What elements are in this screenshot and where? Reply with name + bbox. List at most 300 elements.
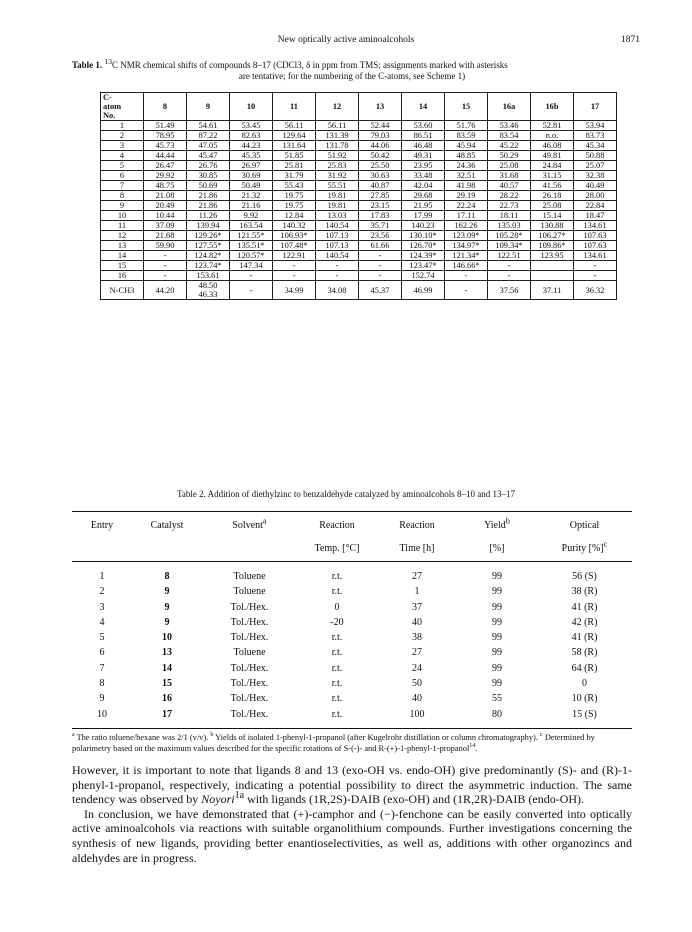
yield-cell: 99	[492, 571, 502, 582]
catalyst-cell: 13	[162, 647, 172, 659]
table-row	[101, 261, 617, 271]
shift-cell: 123.09*	[445, 231, 488, 241]
footnote-b-mark: b	[210, 732, 214, 739]
compound-column-header: 8	[144, 93, 187, 121]
table-row	[101, 201, 617, 211]
temp-cell: r.t.	[331, 662, 343, 674]
table-row	[72, 571, 632, 586]
entry-cell: 1	[99, 571, 105, 582]
table1-caption-isotope: 13	[104, 57, 112, 66]
shift-cell: 28.22	[488, 191, 531, 201]
shift-cell: 20.49	[144, 201, 187, 211]
time-cell: 100	[409, 708, 425, 720]
shift-cell: 131.64	[273, 141, 316, 151]
shift-cell: 87.22	[187, 131, 230, 141]
table-row	[101, 281, 617, 300]
yield-cell: 99	[492, 632, 502, 644]
nmr-shifts-table	[100, 92, 617, 300]
table-row	[101, 271, 617, 281]
shift-cell: 34.99	[273, 281, 316, 300]
col-header-yield-unit: [%]	[489, 543, 505, 554]
shift-cell: 49.31	[402, 151, 445, 161]
solvent-cell: Toluene	[233, 647, 266, 659]
solvent-cell: Toluene	[233, 586, 266, 598]
shift-cell: 32.38	[574, 171, 617, 181]
table-row	[101, 141, 617, 151]
paragraph-text: with ligands (1R,2S)-DAIB (exo-OH) and (1R,2R)-DAIB (endo-OH).	[244, 792, 585, 807]
body-text	[72, 763, 632, 865]
time-cell: 50	[412, 678, 422, 690]
col-header-time-unit: Time [h]	[399, 543, 435, 554]
carbon-atom-label: 11	[101, 221, 144, 231]
shift-cell: 49.81	[531, 151, 574, 161]
solvent-cell: Tol./Hex.	[230, 601, 269, 613]
shift-cell: 123.95	[531, 251, 574, 261]
shift-cell: -	[574, 271, 617, 281]
table-row	[101, 121, 617, 131]
purity-cell: 0	[582, 678, 587, 690]
shift-cell: 46.99	[402, 281, 445, 300]
entry-cell: 8	[99, 678, 105, 690]
shift-cell: 31.92	[316, 171, 359, 181]
footnote-a-text: The ratio toluene/hexane was 2/1 (v/v).	[74, 732, 211, 742]
catalyst-cell: 15	[162, 678, 172, 690]
shift-cell: 50.69	[187, 181, 230, 191]
footnote-mark-b: b	[505, 516, 510, 526]
yield-cell: 55	[492, 693, 502, 705]
time-cell: 27	[412, 571, 422, 582]
compound-column-header: 9	[187, 93, 230, 121]
solvent-cell: Tol./Hex.	[230, 616, 269, 628]
table1-caption-line2: are tentative; for the numbering of the C-atoms, see Scheme 1)	[238, 71, 466, 81]
shift-cell: -	[316, 271, 359, 281]
shift-cell: -	[488, 261, 531, 271]
temp-cell: r.t.	[331, 632, 343, 644]
table-row	[72, 709, 632, 724]
corner-header	[101, 93, 144, 121]
temp-cell: r.t.	[331, 647, 343, 659]
compound-column-header: 10	[230, 93, 273, 121]
shift-cell: 22.73	[488, 201, 531, 211]
catalyst-cell: 9	[164, 601, 170, 613]
shift-cell: 40.57	[488, 181, 531, 191]
table2-header-row2	[72, 539, 632, 561]
shift-cell: 46.48	[402, 141, 445, 151]
shift-cell: 29.19	[445, 191, 488, 201]
shift-cell: 12.84	[273, 211, 316, 221]
shift-cell: 121.34*	[445, 251, 488, 261]
footnote-b-text: Yields of isolated 1-phenyl-1-propanol (after Kugelrohr distillation or column chromatography).	[213, 732, 541, 742]
footnote-mark-a: a	[262, 516, 267, 526]
shift-cell: 29.68	[402, 191, 445, 201]
shift-cell: 40.87	[359, 181, 402, 191]
shift-cell: 21.86	[187, 201, 230, 211]
table2-body	[72, 562, 632, 728]
catalyst-cell: 10	[162, 632, 172, 644]
shift-cell: 50.42	[359, 151, 402, 161]
col-header-entry: Entry	[90, 520, 114, 531]
purity-cell: 56 (S)	[572, 571, 597, 582]
shift-cell: 107.63	[574, 241, 617, 251]
shift-cell: 25.07	[574, 161, 617, 171]
shift-cell: 51.49	[144, 121, 187, 131]
table-row	[101, 221, 617, 231]
catalyst-cell: 9	[164, 586, 170, 598]
shift-cell: 37.56	[488, 281, 531, 300]
shift-cell: 44.20	[144, 281, 187, 300]
shift-cell: 25.08	[488, 161, 531, 171]
shift-cell: 51.76	[445, 121, 488, 131]
table2-bottom-rule	[72, 728, 632, 729]
empty-header-cell	[132, 543, 202, 561]
time-cell: 40	[412, 616, 422, 628]
shift-cell: 105.28*	[488, 231, 531, 241]
entry-cell: 10	[97, 708, 107, 720]
carbon-atom-label: 5	[101, 161, 144, 171]
paragraph-text: However, it is important to note that ligands 8 and 13 (exo-OH vs. endo-OH) give predominantly (S)- and (R)-1-phenyl-1-propanol, respectively, indicating a potential possibility to direct the asymmetric induction. The same tendency was observed by	[72, 763, 632, 807]
carbon-atom-label: 14	[101, 251, 144, 261]
shift-cell: 21.95	[402, 201, 445, 211]
shift-cell: 107.13	[316, 231, 359, 241]
table1-header-row	[101, 93, 617, 121]
shift-cell: 53.60	[402, 121, 445, 131]
shift-cell: 23.95	[402, 161, 445, 171]
table-row	[72, 693, 632, 708]
shift-cell: 162.26	[445, 221, 488, 231]
shift-cell: 30.69	[230, 171, 273, 181]
shift-cell: 134.61	[574, 251, 617, 261]
shift-cell: -	[359, 251, 402, 261]
carbon-atom-label: 8	[101, 191, 144, 201]
compound-column-header: 13	[359, 93, 402, 121]
carbon-atom-label: 9	[101, 201, 144, 211]
entry-cell: 9	[99, 693, 105, 705]
shift-cell: 53.45	[230, 121, 273, 131]
footnote-a-mark: a	[72, 732, 75, 739]
shift-cell: 120.57*	[230, 251, 273, 261]
solvent-cell: Tol./Hex.	[230, 678, 269, 690]
shift-cell: -	[359, 271, 402, 281]
shift-cell: -	[316, 261, 359, 271]
shift-cell: -	[230, 281, 273, 300]
shift-cell: 45.35	[230, 151, 273, 161]
col-header-solvent	[202, 516, 297, 535]
carbon-atom-label: N-CH3	[101, 281, 144, 300]
shift-cell: 54.61	[187, 121, 230, 131]
footnote-c-text: Determined by polarimetry based on the maximum values described for the specific rotations of S-(-)- and R-(+)-1-phenyl-1-propanol	[72, 732, 595, 753]
table2-header-row1	[72, 516, 632, 535]
running-header	[0, 35, 692, 49]
shift-cell: 28.00	[574, 191, 617, 201]
shift-cell: 109.86*	[531, 241, 574, 251]
temp-cell: 0	[334, 601, 340, 613]
shift-cell: 86.51	[402, 131, 445, 141]
table-row	[72, 617, 632, 632]
shift-cell: 27.85	[359, 191, 402, 201]
purity-cell: 41 (R)	[571, 632, 598, 644]
shift-cell: 53.46	[488, 121, 531, 131]
carbon-atom-label: 13	[101, 241, 144, 251]
shift-cell: 127.55*	[187, 241, 230, 251]
entry-cell: 5	[99, 632, 105, 644]
shift-cell: 140.32	[273, 221, 316, 231]
shift-cell: 122.91	[273, 251, 316, 261]
shift-cell: 129.26*	[187, 231, 230, 241]
shift-cell: 83.73	[574, 131, 617, 141]
shift-cell: -	[273, 261, 316, 271]
shift-cell: 131.39	[316, 131, 359, 141]
paragraph	[72, 763, 632, 807]
shift-cell: 55.51	[316, 181, 359, 191]
shift-cell: -	[144, 251, 187, 261]
citation-reference: 1a	[234, 790, 245, 802]
purity-cell: 41 (R)	[571, 601, 598, 613]
table-row	[72, 632, 632, 647]
shift-cell: 48.75	[144, 181, 187, 191]
shift-cell: 15.14	[531, 211, 574, 221]
shift-cell: 44.23	[230, 141, 273, 151]
shift-cell: 83.59	[445, 131, 488, 141]
carbon-atom-label: 1	[101, 121, 144, 131]
shift-cell: 19.81	[316, 201, 359, 211]
yield-cell: 99	[492, 647, 502, 659]
shift-cell	[531, 271, 574, 281]
shift-cell: 26.47	[144, 161, 187, 171]
shift-cell: 33.48	[402, 171, 445, 181]
time-cell: 24	[412, 662, 422, 674]
corner-line: atom	[103, 102, 122, 111]
shift-cell: 44.44	[144, 151, 187, 161]
col-header-optical: Optical	[569, 520, 600, 531]
shift-cell: 25.83	[316, 161, 359, 171]
solvent-cell: Toluene	[233, 571, 266, 582]
shift-cell: 163.54	[230, 221, 273, 231]
shift-cell: 126.70*	[402, 241, 445, 251]
time-cell: 40	[412, 693, 422, 705]
shift-cell: 45.47	[187, 151, 230, 161]
entry-cell: 3	[99, 601, 105, 613]
shift-cell: 140.54	[316, 221, 359, 231]
temp-cell: r.t.	[331, 678, 343, 690]
shift-cell: 56.11	[273, 121, 316, 131]
empty-header-cell	[72, 543, 132, 561]
compound-column-header: 16b	[531, 93, 574, 121]
temp-cell: r.t.	[331, 708, 343, 720]
solvent-cell: Tol./Hex.	[230, 708, 269, 720]
carbon-atom-label: 16	[101, 271, 144, 281]
shift-cell: -	[488, 271, 531, 281]
compound-column-header: 15	[445, 93, 488, 121]
shift-cell: -	[144, 271, 187, 281]
shift-cell: 140.23	[402, 221, 445, 231]
shift-cell: 45.37	[359, 281, 402, 300]
shift-cell: 24.36	[445, 161, 488, 171]
shift-cell: 52.44	[359, 121, 402, 131]
carbon-atom-label: 3	[101, 141, 144, 151]
shift-cell: 50.49	[230, 181, 273, 191]
purity-header-text: Purity [%]	[561, 543, 604, 554]
shift-cell: -	[230, 271, 273, 281]
shift-cell: 59.90	[144, 241, 187, 251]
shift-cell: 124.39*	[402, 251, 445, 261]
catalyst-cell: 16	[162, 693, 172, 705]
shift-cell: 24.84	[531, 161, 574, 171]
shift-cell: 26.97	[230, 161, 273, 171]
shift-cell: 19.75	[273, 191, 316, 201]
shift-cell: 55.43	[273, 181, 316, 191]
yield-cell: 99	[492, 678, 502, 690]
entry-cell: 6	[99, 647, 105, 659]
shift-cell: 153.61	[187, 271, 230, 281]
carbon-atom-label: 7	[101, 181, 144, 191]
shift-cell: 31.15	[531, 171, 574, 181]
shift-cell: 130.10*	[402, 231, 445, 241]
compound-column-header: 17	[574, 93, 617, 121]
shift-cell: 19.81	[316, 191, 359, 201]
carbon-atom-label: 6	[101, 171, 144, 181]
shift-cell: 152.74	[402, 271, 445, 281]
table-row	[101, 181, 617, 191]
carbon-atom-label: 10	[101, 211, 144, 221]
shift-cell: 61.66	[359, 241, 402, 251]
table-row	[72, 586, 632, 601]
table-row	[101, 241, 617, 251]
col-header-catalyst: Catalyst	[150, 520, 184, 531]
shift-cell: 36.32	[574, 281, 617, 300]
footnote-end: .	[475, 743, 478, 753]
shift-cell: 22.84	[574, 201, 617, 211]
shift-cell: 17.11	[445, 211, 488, 221]
compound-column-header: 14	[402, 93, 445, 121]
shift-cell: -	[445, 281, 488, 300]
shift-cell: 21.16	[230, 201, 273, 211]
shift-cell: 26.18	[531, 191, 574, 201]
shift-cell: 131.78	[316, 141, 359, 151]
shift-cell: -	[574, 261, 617, 271]
shift-cell: 122.51	[488, 251, 531, 261]
shift-cell: 135.51*	[230, 241, 273, 251]
shift-cell: 46.08	[531, 141, 574, 151]
shift-cell: 26.76	[187, 161, 230, 171]
table-row	[101, 131, 617, 141]
entry-cell: 4	[99, 616, 105, 628]
shift-cell: 47.05	[187, 141, 230, 151]
table-row	[101, 251, 617, 261]
yield-header-text: Yield	[484, 520, 506, 531]
col-header-reaction-temp: Reaction	[319, 520, 355, 531]
shift-cell: 56.11	[316, 121, 359, 131]
shift-cell: 48.85	[445, 151, 488, 161]
shift-cell: 51.85	[273, 151, 316, 161]
purity-cell: 10 (R)	[571, 693, 598, 705]
shift-cell: 134.61	[574, 221, 617, 231]
shift-cell: 50.88	[574, 151, 617, 161]
compound-column-header: 12	[316, 93, 359, 121]
shift-cell: 109.34*	[488, 241, 531, 251]
purity-cell: 42 (R)	[571, 616, 598, 628]
shift-cell: 13.03	[316, 211, 359, 221]
shift-cell: 41.98	[445, 181, 488, 191]
shift-cell: 17.83	[359, 211, 402, 221]
catalyst-cell: 14	[162, 662, 172, 674]
purity-cell: 58 (R)	[571, 647, 598, 659]
solvent-cell: Tol./Hex.	[230, 632, 269, 644]
shift-cell: 147.34	[230, 261, 273, 271]
shift-cell: 121.55*	[230, 231, 273, 241]
yield-cell: 99	[492, 616, 502, 628]
time-cell: 38	[412, 632, 422, 644]
table-row	[101, 191, 617, 201]
solvent-header-text: Solvent	[232, 520, 263, 531]
corner-line: No.	[103, 111, 116, 120]
catalyst-cell: 8	[164, 571, 170, 582]
shift-cell: 45.94	[445, 141, 488, 151]
table2-caption: Table 2. Addition of diethylzinc to benzaldehyde catalyzed by aminoalcohols 8–10 and 13–17	[176, 489, 516, 499]
shift-cell: 25.81	[273, 161, 316, 171]
corner-line: C-	[103, 93, 112, 102]
shift-cell: -	[144, 261, 187, 271]
carbon-atom-label: 2	[101, 131, 144, 141]
shift-cell: 50.29	[488, 151, 531, 161]
catalyst-cell: 9	[164, 616, 170, 628]
shift-cell: 139.94	[187, 221, 230, 231]
temp-cell: -20	[330, 616, 344, 628]
shift-cell: 10.44	[144, 211, 187, 221]
footnote-mark-c: c	[603, 539, 608, 549]
table-row	[72, 663, 632, 678]
shift-cell: 25.08	[531, 201, 574, 211]
shift-cell: 31.79	[273, 171, 316, 181]
shift-cell: 21.68	[144, 231, 187, 241]
shift-cell: 48.50 46.33	[187, 281, 230, 300]
table-row	[101, 211, 617, 221]
shift-cell: 130.88	[531, 221, 574, 231]
shift-cell: 30.85	[187, 171, 230, 181]
shift-cell: 37.11	[531, 281, 574, 300]
shift-cell: 18.47	[574, 211, 617, 221]
table1-label: Table 1.	[72, 60, 103, 70]
shift-cell: 41.56	[531, 181, 574, 191]
shift-cell: -	[273, 271, 316, 281]
table2-top-rule	[72, 511, 632, 512]
shift-cell: 32.51	[445, 171, 488, 181]
shift-cell: 21.08	[144, 191, 187, 201]
shift-cell: 146.66*	[445, 261, 488, 271]
shift-cell: n.o.	[531, 131, 574, 141]
entry-cell: 7	[99, 662, 105, 674]
shift-cell: 17.99	[402, 211, 445, 221]
running-title: New optically active aminoalcohols	[277, 35, 415, 45]
page-number: 1871	[621, 35, 640, 45]
entry-cell: 2	[99, 586, 105, 598]
shift-cell: 23.15	[359, 201, 402, 211]
diethylzinc-table	[72, 511, 632, 754]
shift-cell: 40.49	[574, 181, 617, 191]
table1-caption-line1: C NMR chemical shifts of compounds 8–17 (CDCl3, δ in ppm from TMS; assignments marked with asterisks	[111, 60, 508, 70]
shift-cell	[531, 261, 574, 271]
shift-cell: 37.09	[144, 221, 187, 231]
footnote-c-mark: c	[540, 732, 543, 739]
table-row	[72, 678, 632, 693]
shift-cell: 23.56	[359, 231, 402, 241]
shift-cell: 35.71	[359, 221, 402, 231]
shift-cell: 78.95	[144, 131, 187, 141]
yield-cell: 99	[492, 586, 502, 598]
shift-cell: 123.74*	[187, 261, 230, 271]
shift-cell: 83.54	[488, 131, 531, 141]
shift-cell: 45.73	[144, 141, 187, 151]
shift-cell: -	[359, 261, 402, 271]
